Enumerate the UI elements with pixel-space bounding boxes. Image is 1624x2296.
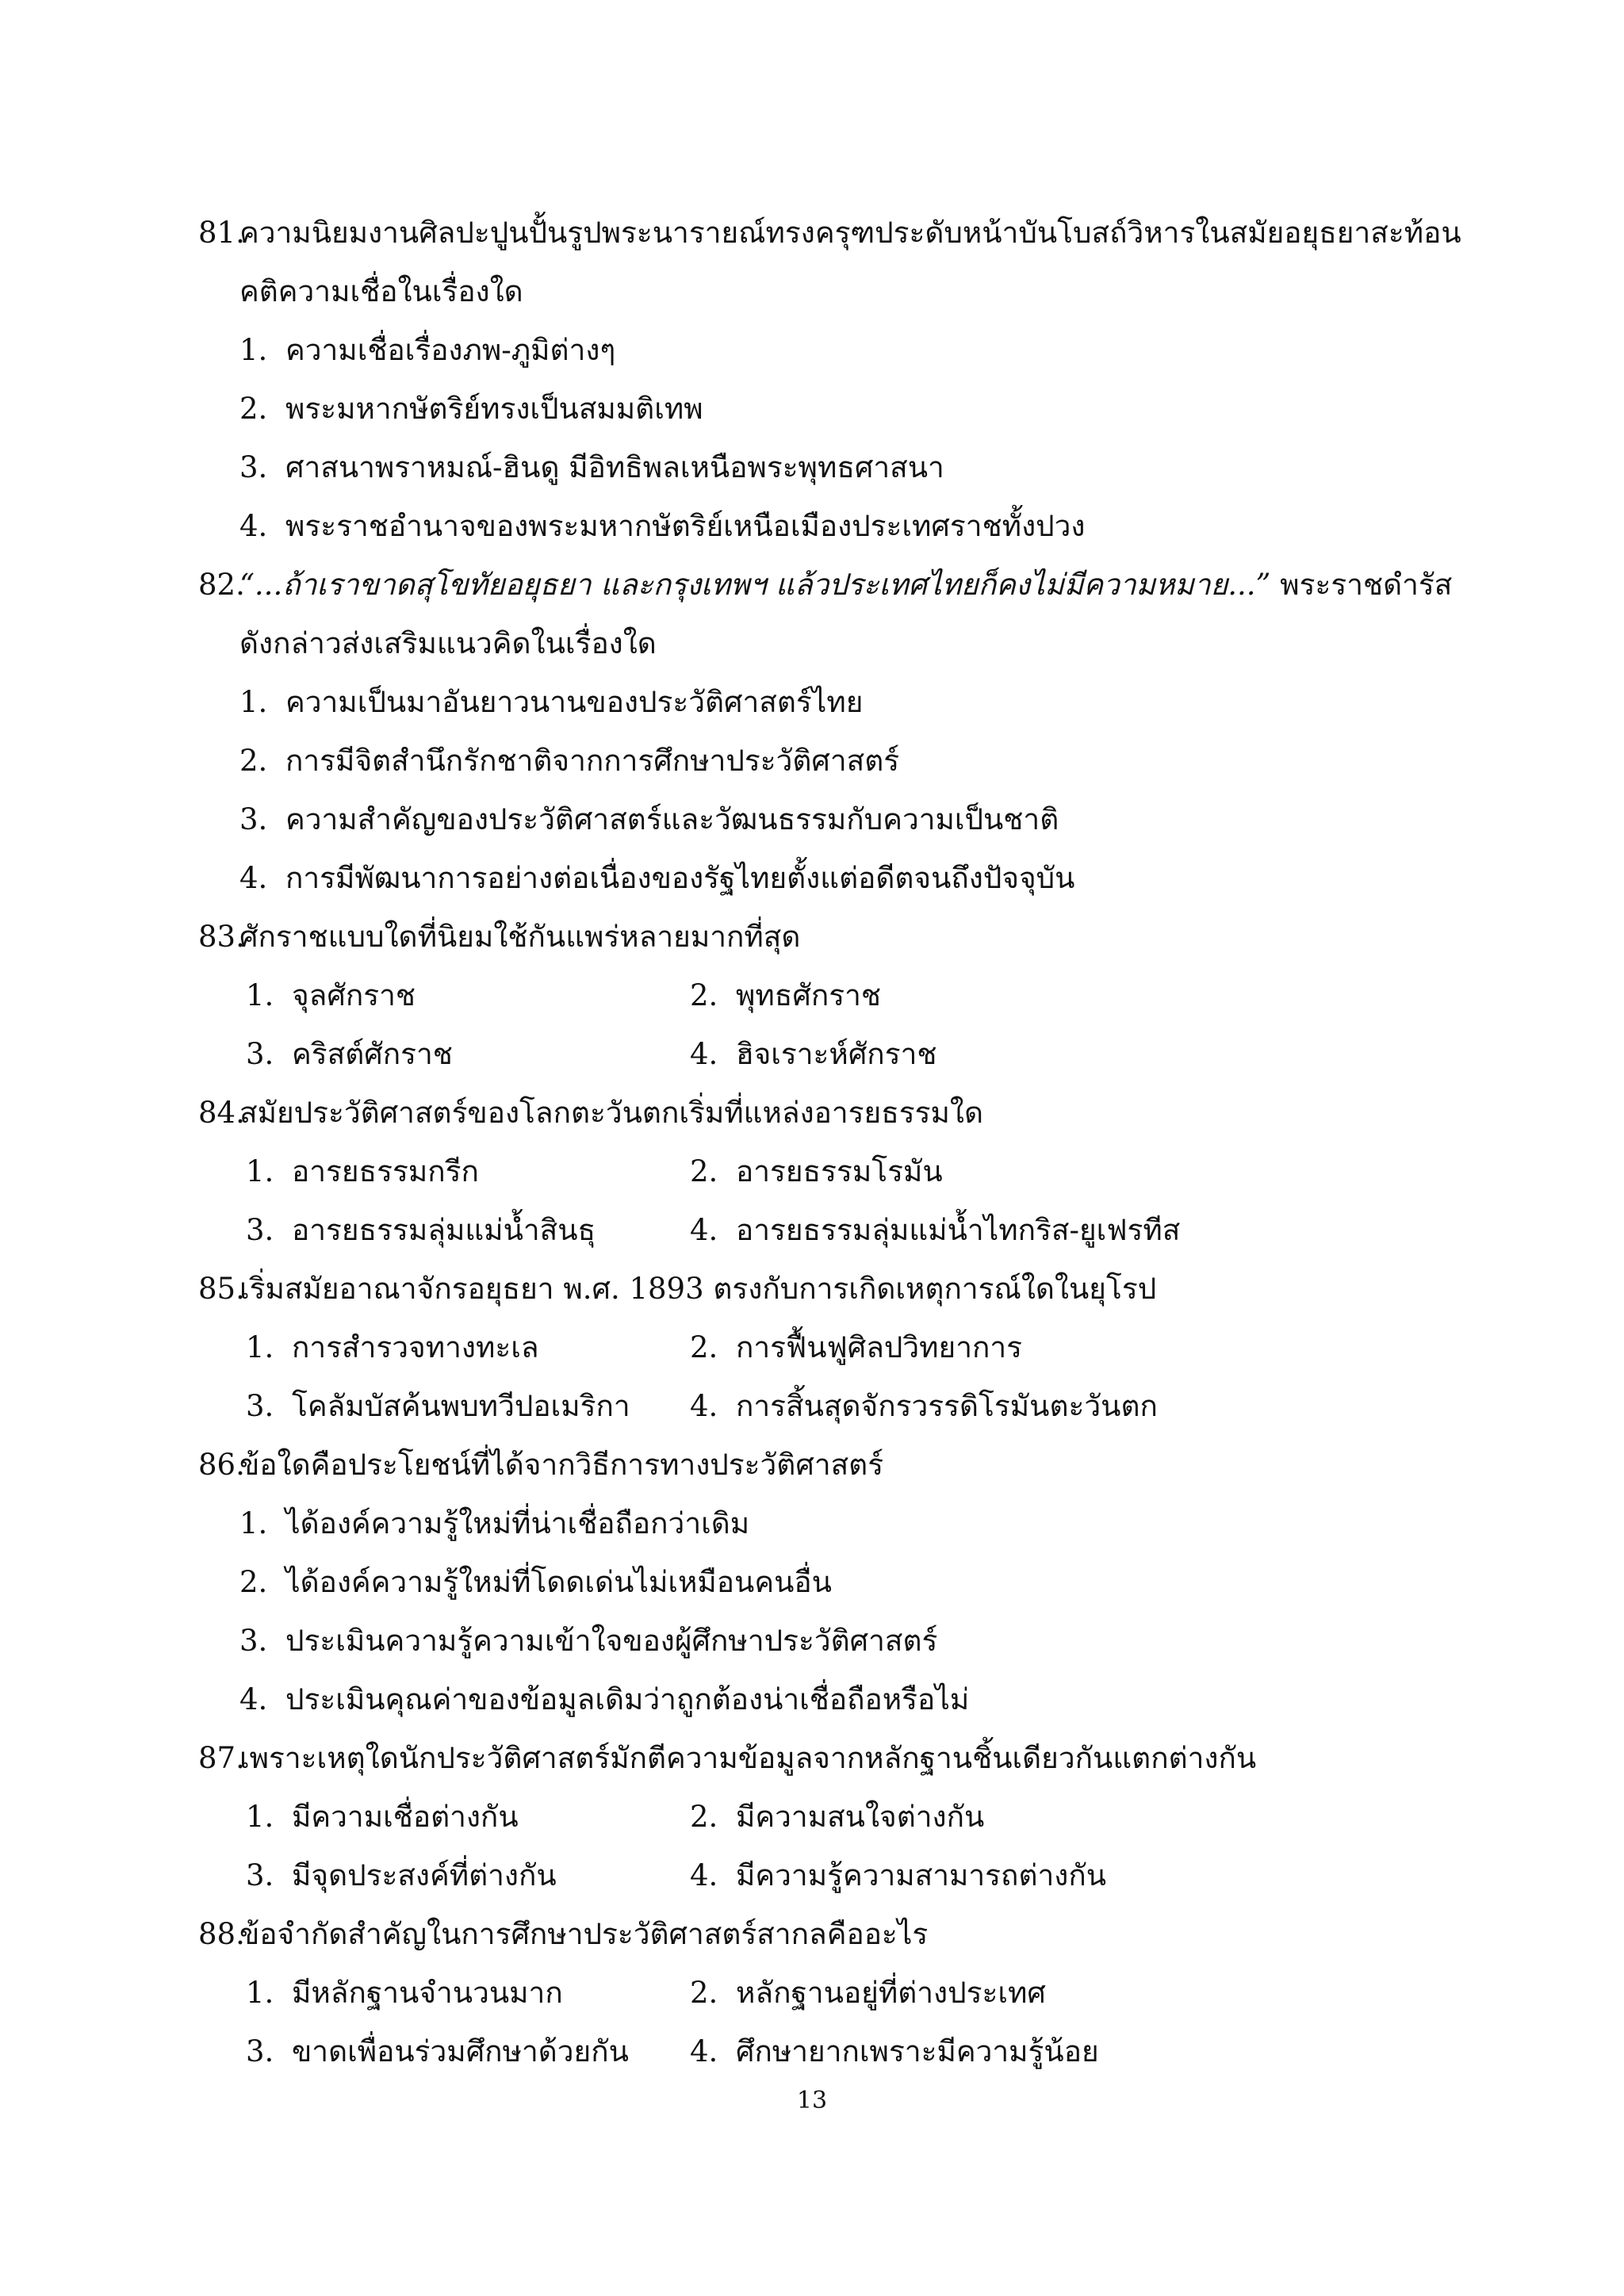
option-text: อารยธรรมโรมัน: [736, 1154, 943, 1188]
question-86-line1: [198, 1445, 883, 1486]
option-text: การสำรวจทางทะเล: [292, 1330, 539, 1364]
option-number: 3.: [246, 1389, 274, 1423]
question-text: พระราชดำรัส: [1270, 568, 1453, 602]
question-88-line1: [198, 1914, 928, 1955]
option-83-2: [690, 975, 881, 1016]
option-81-3: [239, 447, 944, 488]
option-number: 3.: [246, 2034, 274, 2068]
question-text: ความนิยมงานศิลปะปูนปั้นรูปพระนารายณ์ทรงครุฑประดับหน้าบันโบสถ์วิหารในสมัยอยุธยาสะท้อน: [239, 216, 1461, 250]
option-number: 1.: [239, 333, 268, 367]
question-number: 86.: [198, 1448, 245, 1482]
option-number: 3.: [239, 1624, 268, 1658]
question-text: สมัยประวัติศาสตร์ของโลกตะวันตกเริ่มที่แหล่งอารยธรรมใด: [239, 1096, 984, 1130]
option-text: อารยธรรมลุ่มแม่น้ำสินธุ: [292, 1213, 596, 1247]
option-text: โคลัมบัสค้นพบทวีปอเมริกา: [292, 1389, 630, 1423]
question-81-line1: [198, 212, 1461, 254]
option-text: มีความรู้ความสามารถต่างกัน: [736, 1858, 1107, 1892]
question-number: 83.: [198, 920, 245, 954]
option-text: มีจุดประสงค์ที่ต่างกัน: [292, 1858, 557, 1892]
option-number: 2.: [239, 744, 268, 778]
option-text: มีความเชื่อต่างกัน: [292, 1800, 519, 1834]
question-number: 81.: [198, 216, 245, 250]
option-81-1: [239, 330, 615, 371]
option-number: 4.: [239, 861, 268, 895]
option-text: ฮิจเราะห์ศักราช: [736, 1037, 937, 1071]
option-84-2: [690, 1151, 943, 1192]
option-text: ประเมินคุณค่าของข้อมูลเดิมว่าถูกต้องน่าเชื่อถือหรือไม่: [285, 1682, 970, 1716]
option-82-2: [239, 740, 899, 782]
option-number: 4.: [239, 509, 268, 543]
option-number: 3.: [246, 1213, 274, 1247]
option-text: มีหลักฐานจำนวนมาก: [292, 1976, 563, 2010]
question-text: ศักราชแบบใดที่นิยมใช้กันแพร่หลายมากที่สุด: [239, 920, 801, 954]
question-number: 87.: [198, 1741, 245, 1775]
question-number: 84.: [198, 1096, 245, 1130]
option-81-4: [239, 506, 1085, 547]
option-number: 1.: [246, 1976, 274, 2010]
option-text: ได้องค์ความรู้ใหม่ที่น่าเชื่อถือกว่าเดิม: [285, 1506, 750, 1540]
option-84-3: [246, 1210, 596, 1251]
question-83-line1: [198, 916, 800, 958]
option-number: 4.: [239, 1682, 268, 1716]
option-number: 1.: [246, 1800, 274, 1834]
option-number: 4.: [690, 1213, 718, 1247]
option-number: 2.: [690, 1800, 718, 1834]
question-82-line1: [198, 564, 1452, 606]
option-86-4: [239, 1679, 969, 1720]
option-text: ได้องค์ความรู้ใหม่ที่โดดเด่นไม่เหมือนคนอื่น: [285, 1565, 832, 1599]
option-88-3: [246, 2031, 629, 2072]
option-number: 1.: [239, 685, 268, 719]
option-number: 2.: [239, 1565, 268, 1599]
option-84-1: [246, 1151, 479, 1192]
option-number: 1.: [246, 1154, 274, 1188]
option-text: พระมหากษัตริย์ทรงเป็นสมมติเทพ: [285, 392, 703, 426]
option-88-2: [690, 1973, 1046, 2014]
royal-quote: “...ถ้าเราขาดสุโขทัยอยุธยา และกรุงเทพฯ แล้วประเทศไทยก็คงไม่มีความหมาย...”: [239, 568, 1271, 602]
option-number: 1.: [239, 1506, 268, 1540]
option-87-2: [690, 1797, 984, 1838]
option-text: อารยธรรมลุ่มแม่น้ำไทกริส-ยูเฟรทีส: [736, 1213, 1181, 1247]
option-83-1: [246, 975, 416, 1016]
option-text: หลักฐานอยู่ที่ต่างประเทศ: [736, 1976, 1046, 2010]
option-82-1: [239, 682, 863, 723]
option-text: ความเป็นมาอันยาวนานของประวัติศาสตร์ไทย: [285, 685, 864, 719]
question-number: 88.: [198, 1917, 245, 1951]
option-number: 2.: [690, 978, 718, 1012]
option-87-4: [690, 1855, 1106, 1896]
question-82-line2: ดังกล่าวส่งเสริมแนวคิดในเรื่องใด: [239, 626, 657, 660]
question-text: เพราะเหตุใดนักประวัติศาสตร์มักตีความข้อมูลจากหลักฐานชิ้นเดียวกันแตกต่างกัน: [239, 1741, 1257, 1775]
question-number: 85.: [198, 1272, 245, 1306]
option-number: 2.: [690, 1330, 718, 1364]
option-text: จุลศักราช: [292, 978, 416, 1012]
option-number: 2.: [239, 392, 268, 426]
question-85-line1: [198, 1269, 1156, 1310]
option-87-3: [246, 1855, 557, 1896]
option-83-4: [690, 1034, 936, 1075]
option-text: การสิ้นสุดจักรวรรดิโรมันตะวันตก: [736, 1389, 1158, 1423]
option-84-4: [690, 1210, 1180, 1251]
option-number: 4.: [690, 1037, 718, 1071]
option-88-4: [690, 2031, 1099, 2072]
option-number: 2.: [690, 1154, 718, 1188]
option-86-1: [239, 1503, 749, 1544]
option-number: 1.: [246, 978, 274, 1012]
option-number: 2.: [690, 1976, 718, 2010]
option-text: คริสต์ศักราช: [292, 1037, 453, 1071]
option-number: 3.: [239, 450, 268, 484]
page-number: 13: [796, 2087, 828, 2114]
option-number: 3.: [246, 1858, 274, 1892]
option-text: อารยธรรมกรีก: [292, 1154, 479, 1188]
option-86-2: [239, 1562, 832, 1603]
option-number: 3.: [246, 1037, 274, 1071]
option-text: การมีพัฒนาการอย่างต่อเนื่องของรัฐไทยตั้งแต่อดีตจนถึงปัจจุบัน: [285, 861, 1075, 895]
option-85-2: [690, 1327, 1022, 1368]
option-85-3: [246, 1386, 630, 1427]
option-text: ประเมินความรู้ความเข้าใจของผู้ศึกษาประวัติศาสตร์: [285, 1624, 938, 1658]
option-text: พุทธศักราช: [736, 978, 882, 1012]
option-86-3: [239, 1621, 937, 1662]
option-text: การฟื้นฟูศิลปวิทยาการ: [736, 1330, 1023, 1364]
question-text: ข้อจำกัดสำคัญในการศึกษาประวัติศาสตร์สากลคืออะไร: [239, 1917, 929, 1951]
option-83-3: [246, 1034, 453, 1075]
option-number: 1.: [246, 1330, 274, 1364]
option-text: พระราชอำนาจของพระมหากษัตริย์เหนือเมืองประเทศราชทั้งปวง: [285, 509, 1086, 543]
option-82-3: [239, 799, 1059, 840]
question-text: เริ่มสมัยอาณาจักรอยุธยา พ.ศ. 1893 ตรงกับการเกิดเหตุการณ์ใดในยุโรป: [239, 1272, 1157, 1306]
option-81-2: [239, 388, 703, 430]
option-number: 3.: [239, 802, 268, 836]
option-87-1: [246, 1797, 519, 1838]
option-text: มีความสนใจต่างกัน: [736, 1800, 985, 1834]
option-text: ความเชื่อเรื่องภพ-ภูมิต่างๆ: [285, 333, 616, 367]
option-88-1: [246, 1973, 563, 2014]
option-85-1: [246, 1327, 539, 1368]
option-text: การมีจิตสำนึกรักชาติจากการศึกษาประวัติศาสตร์: [285, 744, 900, 778]
option-number: 4.: [690, 1389, 718, 1423]
option-text: ศึกษายากเพราะมีความรู้น้อย: [736, 2034, 1099, 2068]
question-text: ข้อใดคือประโยชน์ที่ได้จากวิธีการทางประวัติศาสตร์: [239, 1448, 884, 1482]
option-number: 4.: [690, 1858, 718, 1892]
option-85-4: [690, 1386, 1158, 1427]
option-text: ความสำคัญของประวัติศาสตร์และวัฒนธรรมกับความเป็นชาติ: [285, 802, 1059, 836]
option-number: 4.: [690, 2034, 718, 2068]
option-text: ศาสนาพราหมณ์-ฮินดู มีอิทธิพลเหนือพระพุทธศาสนา: [285, 450, 944, 484]
question-87-line1: [198, 1738, 1256, 1779]
option-text: ขาดเพื่อนร่วมศึกษาด้วยกัน: [292, 2034, 629, 2068]
question-84-line1: [198, 1093, 983, 1134]
option-82-4: [239, 858, 1074, 899]
question-number: 82.: [198, 568, 245, 602]
question-81-line2: คติความเชื่อในเรื่องใด: [239, 274, 523, 308]
